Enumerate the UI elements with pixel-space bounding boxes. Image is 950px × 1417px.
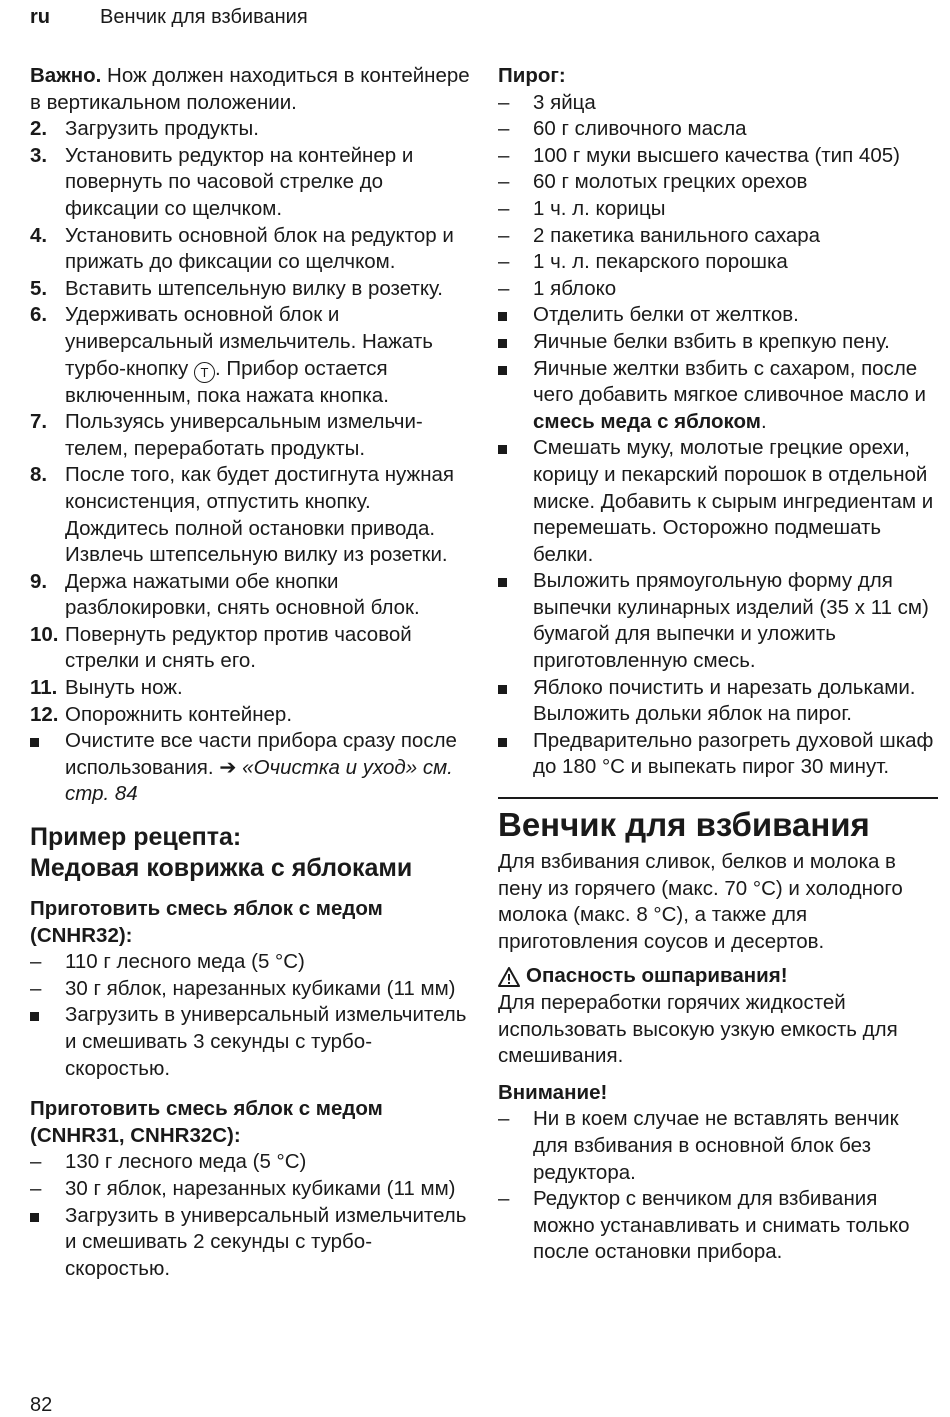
step-text: Вставить штепсельную вилку в розетку. <box>65 276 443 300</box>
dash-marker: – <box>30 976 42 1000</box>
bullet-marker <box>30 1203 65 1283</box>
step-number: 9. <box>30 569 48 593</box>
step-number: 10. <box>30 622 59 646</box>
step-text: Установить редуктор на контейнер и повернуть по часовой стрелке до фиксации со щелчком. <box>65 143 414 220</box>
recipe-title <box>30 822 470 884</box>
step-text-part: . <box>760 409 767 433</box>
attention-item <box>498 1106 938 1186</box>
item-text: 100 г муки высшего качества (тип 405) <box>533 143 900 167</box>
item-text: 1 яблоко <box>533 276 617 300</box>
step-text-bold: смесь меда с яблоком <box>533 409 761 433</box>
item-text: 60 г сливочного масла <box>533 117 747 141</box>
pie-step <box>498 728 938 781</box>
step-item <box>30 569 470 622</box>
step-text-part: Яичные желтки взбить с сахаром, после чего добавить мягкое сливочное масло и <box>533 356 926 407</box>
ingredient-item <box>30 949 470 976</box>
step-text: Предварительно разогреть духовой шкаф до 180 °C и выпекать пирог 30 минут. <box>533 728 934 779</box>
recipe-title-line2: Медовая коврижка с яблоками <box>30 854 413 883</box>
bullet-marker <box>498 302 533 329</box>
bullet-marker <box>498 675 533 728</box>
bullet-marker <box>498 728 533 781</box>
ingredient-item <box>30 1176 470 1203</box>
cleaning-note <box>30 728 470 808</box>
right-column <box>498 63 938 1266</box>
arrow-right-icon: ➔ <box>219 755 237 779</box>
step-number: 7. <box>30 410 48 434</box>
warning-triangle-icon <box>498 967 520 987</box>
pie-step <box>498 568 938 674</box>
item-text: 1 ч. л. корицы <box>533 196 666 220</box>
item-text: 3 яйца <box>533 90 596 114</box>
section-title: Венчик для взбивания <box>498 806 870 844</box>
bullet-marker <box>30 1002 65 1082</box>
step-number: 11. <box>30 676 58 700</box>
attention-title: Внимание! <box>498 1080 608 1104</box>
header-title: Венчик для взбивания <box>100 6 308 28</box>
recipe-title-line1: Пример рецепта: <box>30 823 242 852</box>
step-text: Отделить белки от желтков. <box>533 303 799 327</box>
step-number: 12. <box>30 702 59 726</box>
step-text: Опорожнить контейнер. <box>65 702 293 726</box>
step-item <box>30 409 470 462</box>
danger-text: Для переработки горячих жидкостей использовать высокую узкую емкость для смешивания. <box>498 991 898 1068</box>
dash-marker: – <box>30 950 42 974</box>
steps-list <box>30 116 470 728</box>
important-label: Важно. <box>30 64 102 87</box>
item-text: Редуктор с венчиком для взбивания можно устанавливать и снимать только после остановки прибора. <box>533 1187 910 1264</box>
step-text: Повернуть редуктор против часовой стрелки и снять его. <box>65 622 412 673</box>
step-text: Загрузить продукты. <box>65 117 259 141</box>
item-text: 2 пакетика ванильного сахара <box>533 223 821 247</box>
step-text: Яблоко почистить и нарезать дольками. Выложить дольки яблок на пирог. <box>533 675 916 726</box>
dash-marker: – <box>498 90 510 114</box>
step-item <box>30 302 470 409</box>
important-note <box>30 63 470 116</box>
item-text: 130 г лесного меда (5 °C) <box>65 1150 307 1174</box>
item-text: 30 г яблок, нарезанных кубиками (11 мм) <box>65 1176 456 1200</box>
turbo-button-icon: T <box>194 362 215 383</box>
step-text: Выложить прямоугольную форму для выпечки кулинарных изделий (35 x 11 см) бумагой для выпечки и уложить приготовленную смесь. <box>533 569 929 673</box>
step-item <box>30 622 470 675</box>
mix2-ingredients <box>30 1149 470 1202</box>
ingredient-item <box>498 249 938 276</box>
bullet-marker <box>498 568 533 674</box>
dash-marker: – <box>30 1150 42 1174</box>
step-text: Вынуть нож. <box>65 676 183 700</box>
cleaning-text: Очистите все части прибора сразу после использования. <box>65 729 457 779</box>
ingredient-item <box>30 1149 470 1176</box>
item-text: 30 г яблок, нарезанных кубиками (11 мм) <box>65 976 456 1000</box>
step-item <box>30 223 470 276</box>
step-text: Установить основной блок на редуктор и прижать до фиксации со щелчком. <box>65 223 454 274</box>
step-text: Пользуясь универсальным измельчи-телем, переработать продукты. <box>65 410 423 460</box>
step-item <box>30 702 470 729</box>
step-item <box>30 276 470 303</box>
item-text: 110 г лесного меда (5 °C) <box>65 950 305 974</box>
step-item <box>30 143 470 223</box>
step-text: Смешать муку, молотые грецкие орехи, корицу и пекарский порошок в отдельной миске. Добавить к сырым ингредиентам и перемешать. Осторожно подмешать белки. <box>533 436 934 566</box>
dash-marker: – <box>498 170 510 194</box>
item-text: Ни в коем случае не вставлять венчик для взбивания в основной блок без редуктора. <box>533 1107 899 1184</box>
bullet-marker <box>498 329 533 356</box>
dash-marker: – <box>498 196 510 220</box>
ingredient-item <box>498 90 938 117</box>
ingredient-item <box>30 976 470 1003</box>
page-header <box>30 6 308 29</box>
ingredient-item <box>498 196 938 223</box>
dash-marker: – <box>498 117 510 141</box>
mix1-ingredients <box>30 949 470 1002</box>
step-number: 2. <box>30 117 48 141</box>
pie-step <box>498 675 938 728</box>
step-text: После того, как будет достигнута нужная консистенция, отпустить кнопку. Дождитесь полной остановки привода. Извлечь штепсельную вилку из розетки. <box>65 463 455 567</box>
dash-marker: – <box>498 1187 510 1211</box>
left-column <box>30 63 470 1282</box>
ingredient-item <box>498 143 938 170</box>
step-text-part: . Прибор остается включенным, пока нажата кнопка. <box>65 356 389 407</box>
step-number: 3. <box>30 143 48 167</box>
step-number: 8. <box>30 463 48 487</box>
pie-step <box>498 302 938 329</box>
step-number: 5. <box>30 276 48 300</box>
attention-list <box>498 1106 938 1266</box>
bullet-marker <box>498 356 533 436</box>
pie-steps <box>498 302 938 781</box>
pie-title: Пирог: <box>498 64 566 87</box>
dash-marker: – <box>498 223 510 247</box>
mix1-step <box>30 1002 470 1082</box>
danger-heading <box>498 963 938 990</box>
ingredient-item <box>498 116 938 143</box>
section-divider <box>498 797 938 845</box>
cleaning-reference: «Очистка и уход» см. стр. 84 <box>65 755 453 806</box>
ingredient-item <box>498 223 938 250</box>
dash-marker: – <box>498 276 510 300</box>
step-item <box>30 675 470 702</box>
pie-step <box>498 329 938 356</box>
item-text: 60 г молотых грецких орехов <box>533 170 808 194</box>
dash-marker: – <box>498 250 510 274</box>
step-item <box>30 462 470 568</box>
step-text <box>65 302 470 409</box>
step-text: Яичные белки взбить в крепкую пену. <box>533 329 890 353</box>
bullet-marker <box>30 728 65 808</box>
language-code: ru <box>30 6 50 28</box>
pie-step <box>498 435 938 568</box>
important-text: Нож должен находиться в контейнере в вертикальном положении. <box>30 64 470 114</box>
mix2-step <box>30 1203 470 1283</box>
step-text-part: Удерживать основной блок и универсальный измельчитель. Нажать турбо-кнопку <box>65 303 433 380</box>
item-text: 1 ч. л. пекарского порошка <box>533 250 788 274</box>
mix2-title: Приготовить смесь яблок с медом (CNHR31, CNHR32C): <box>30 1097 383 1147</box>
ingredient-item <box>498 169 938 196</box>
mix1-step-text: Загрузить в универсальный измельчитель и смешивать 3 секунды с турбо-скоростью. <box>65 1003 467 1080</box>
page-number: 82 <box>30 1394 53 1416</box>
step-number: 6. <box>30 303 48 327</box>
danger-title: Опасность ошпаривания! <box>526 964 788 988</box>
pie-ingredients <box>498 90 938 303</box>
dash-marker: – <box>498 1107 510 1131</box>
mix2-step-text: Загрузить в универсальный измельчитель и смешивать 2 секунды с турбо-скоростью. <box>65 1203 467 1280</box>
step-item <box>30 116 470 143</box>
pie-step <box>498 356 938 436</box>
step-number: 4. <box>30 223 48 247</box>
step-text: Держа нажатыми обе кнопки разблокировки, снять основной блок. <box>65 569 420 620</box>
dash-marker: – <box>30 1176 42 1200</box>
dash-marker: – <box>498 143 510 167</box>
bullet-marker <box>498 435 533 568</box>
mix1-title: Приготовить смесь яблок с медом (CNHR32): <box>30 897 383 947</box>
attention-item <box>498 1186 938 1266</box>
ingredient-item <box>498 276 938 303</box>
section-text: Для взбивания сливок, белков и молока в пену из горячего (макс. 70 °C) и холодного молока (макс. 8 °C), а также для приготовления соусов и десертов. <box>498 850 903 953</box>
